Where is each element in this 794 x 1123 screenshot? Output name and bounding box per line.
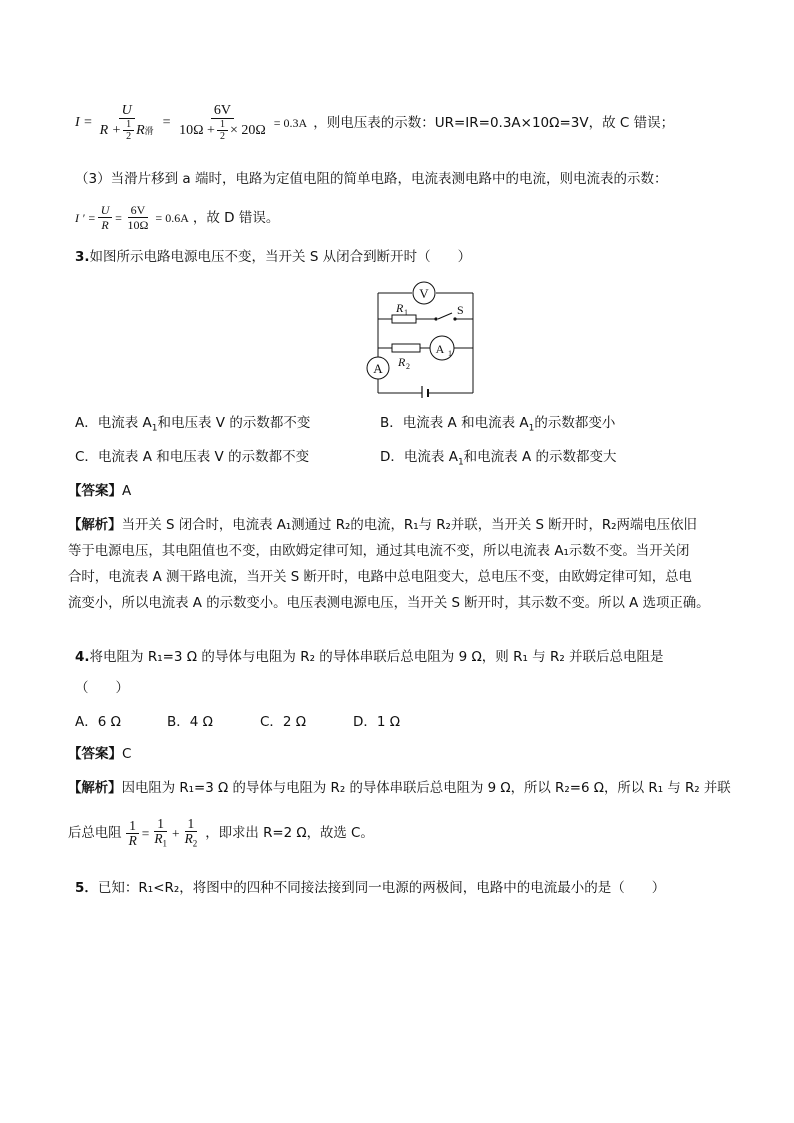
analysis-q3: [68, 513, 728, 617]
option-key: B．: [380, 415, 403, 431]
option-key: A．: [75, 415, 98, 431]
formula3-lhs: I ′ =: [75, 210, 96, 225]
question-number: 5．: [75, 880, 98, 896]
analysis-line-3: 合时，电流表 A 测干路电流，当开关 S 断开时，电路中总电阻变大，总电压不变，由欧姆定律可知，总电: [68, 570, 692, 585]
option-text-2: 和电压表 V 的示数都不变: [157, 415, 311, 431]
q4-frac2-num: 1: [154, 817, 167, 832]
half-den: 2: [126, 131, 132, 142]
q4-option-d: D．1 Ω: [353, 714, 401, 730]
ammeter-a-label: A: [373, 361, 383, 376]
analysis-text-1: 当开关 S 闭合时，电流表 A₁测通过 R₂的电流，R₁与 R₂并联，当开关 S 断开时，R₂两端电压依旧: [121, 518, 697, 533]
analysis-line-4: 流变小，所以电流表 A 的示数变小。电压表测电源电压，当开关 S 断开时，其示数不变。所以 A 选项正确。: [68, 596, 710, 611]
f3-eq: =: [114, 210, 123, 225]
ammeter-a1-sub: 1: [448, 349, 452, 358]
option-sub: 1: [528, 423, 535, 434]
question-text: 如图所示电路电源电压不变，当开关 S 从闭合到断开时（ ）: [89, 249, 472, 265]
q4-frac3-sub: 2: [192, 838, 198, 849]
half-fraction: [123, 119, 134, 142]
answer-q4: [68, 745, 131, 763]
formula-lhs: I =: [75, 115, 93, 130]
q4-frac-2: [151, 817, 170, 851]
circuit-diagram: [364, 280, 484, 398]
q4-frac1-den: R: [128, 833, 137, 849]
answer-tag: 【答案】: [68, 483, 122, 499]
f3-tail: ，故 D 错误。: [192, 209, 280, 226]
option-c: [75, 448, 309, 466]
switch-contact-left: [434, 317, 437, 320]
q4-option-a: A．6 Ω: [75, 714, 121, 730]
formula-tail: ，则电压表的示数：UR=IR=0.3A×10Ω=3V，故 C 错误；: [313, 115, 675, 131]
formula3-frac1: [98, 203, 113, 232]
question-number: 4.: [75, 649, 90, 665]
answer-q3: [68, 482, 131, 500]
paragraph-line-2: （3）当滑片移到 a 端时，电路为定值电阻的简单电路，电流表测电路中的电流，则电流表的示数：: [75, 171, 668, 187]
option-text: 电流表 A: [97, 415, 152, 431]
formula-line-1: [75, 104, 674, 142]
formula-result: = 0.3A: [273, 116, 308, 130]
f3-num2: 6V: [128, 203, 149, 218]
q4-frac2-sub: 1: [162, 838, 167, 849]
option-sub: 1: [457, 457, 464, 468]
ammeter-a1-label: A: [435, 342, 445, 356]
option-text: 电流表 A 和电流表 A: [402, 415, 529, 431]
analysis-tag: 【解析】: [68, 781, 122, 796]
q4-frac1-num: 1: [126, 819, 139, 834]
analysis-q4-line-1: [68, 780, 731, 798]
answer-value: C: [122, 746, 132, 762]
option-text-2: 和电流表 A 的示数都变大: [463, 449, 617, 465]
question-5-stem: [75, 879, 665, 897]
formula-fraction-2: [176, 104, 269, 142]
option-sub: 1: [151, 423, 158, 434]
q4-frac-3: [182, 817, 201, 851]
question-3-stem: [75, 248, 471, 266]
analysis-text: 因电阻为 R₁=3 Ω 的导体与电阻为 R₂ 的导体串联后总电阻为 9 Ω，所以 R₂=6 Ω，所以 R₁ 与 R₂ 并联: [121, 781, 731, 796]
answer-value: A: [122, 483, 132, 499]
option-d: [380, 448, 617, 472]
switch-s: [438, 313, 452, 319]
analysis-prefix: 后总电阻: [68, 825, 122, 841]
f3-den2: 10Ω: [127, 218, 149, 232]
q4-option-b: B．4 Ω: [167, 714, 213, 730]
switch-label: S: [457, 303, 464, 317]
option-text-2: 的示数都变小: [534, 415, 616, 431]
f3-num1: U: [98, 203, 113, 218]
question-4-stem: [75, 648, 664, 666]
r2-sub: 2: [406, 362, 410, 371]
option-a: [75, 414, 310, 438]
f3-result: = 0.6A: [155, 210, 189, 225]
q4-frac3-den: R: [184, 831, 193, 846]
half-fraction-2: [217, 119, 228, 142]
option-key: D．: [380, 449, 404, 465]
question-text: 将电阻为 R₁=3 Ω 的导体与电阻为 R₂ 的导体串联后总电阻为 9 Ω，则 R₁ 与 R₂ 并联后总电阻是: [89, 649, 664, 665]
question-text: 已知：R₁<R₂，将图中的四种不同接法接到同一电源的两极间，电路中的电流最小的是（ ）: [97, 880, 666, 896]
r1-label: R: [396, 301, 404, 315]
q4-option-c: C．2 Ω: [260, 714, 307, 730]
analysis-tag: 【解析】: [68, 518, 122, 533]
fraction-numerator: U: [119, 104, 135, 119]
denominator-var: R: [136, 122, 145, 138]
q4-options: [75, 713, 400, 731]
answer-tag: 【答案】: [68, 746, 122, 762]
formula-line-3: [75, 203, 279, 232]
denominator-sub: 滑: [144, 125, 154, 136]
q4-frac2-den: R: [154, 831, 163, 846]
analysis-tail: ，即求出 R=2 Ω，故选 C。: [205, 825, 374, 841]
switch-contact-right: [453, 317, 456, 320]
resistor-r2: [392, 344, 420, 352]
fraction2-numerator: 6V: [211, 104, 234, 119]
den2-part-a: 10Ω +: [179, 122, 215, 138]
analysis-line-1: [68, 513, 728, 539]
option-key: C．: [75, 449, 98, 465]
r1-sub: 1: [404, 308, 408, 317]
analysis-line-2: 等于电源电压，其电阻值也不变，由欧姆定律可知，通过其电流不变，所以电流表 A₁示数不变。当开关闭: [68, 544, 690, 559]
formula3-frac2: [125, 203, 152, 232]
formula-fraction-1: [97, 104, 157, 142]
fraction2-denominator: [176, 119, 269, 142]
analysis-q4-line-2: [68, 817, 374, 851]
option-text: 电流表 A: [403, 449, 458, 465]
question-4-paren: （ ）: [75, 680, 129, 696]
half2-num: 1: [217, 119, 228, 131]
q4-plus: +: [172, 825, 180, 841]
option-b: [380, 414, 615, 438]
den2-part-b: × 20Ω: [229, 122, 266, 138]
q4-frac-1: [126, 819, 140, 848]
voltmeter-label: V: [419, 286, 429, 301]
fraction-denominator: [97, 119, 157, 142]
q4-equals: =: [141, 825, 150, 841]
q4-frac3-num: 1: [185, 817, 198, 832]
denominator-text: R +: [99, 122, 122, 138]
equals-sign: =: [161, 115, 172, 130]
half2-den: 2: [219, 131, 225, 142]
question-number: 3.: [75, 249, 90, 265]
r2-label: R: [398, 355, 406, 369]
half-num: 1: [123, 119, 134, 131]
option-text: 电流表 A 和电压表 V 的示数都不变: [97, 449, 310, 465]
f3-den1: R: [101, 218, 109, 232]
